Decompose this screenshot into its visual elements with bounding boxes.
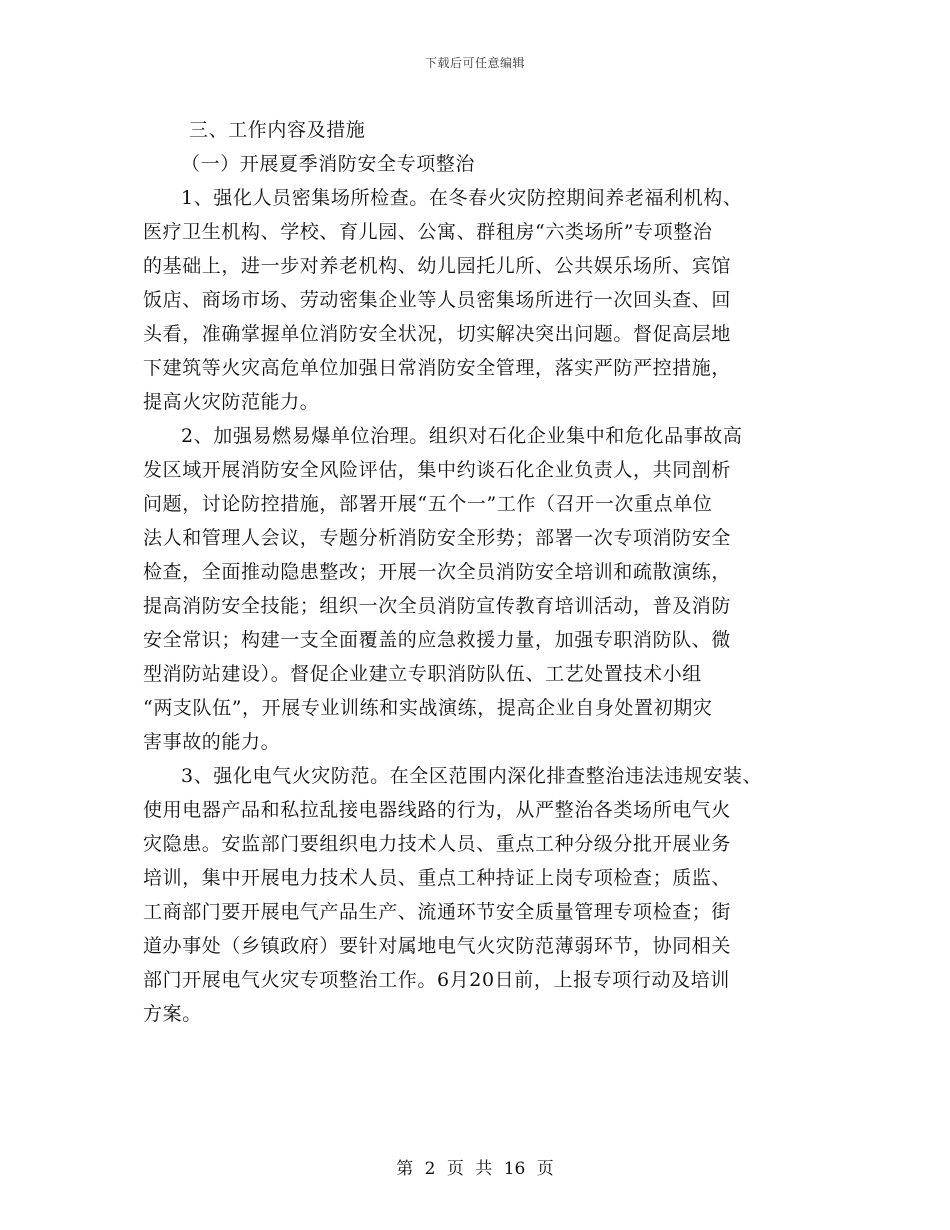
subsection-heading: （一）开展夏季消防安全专项整治 [181,153,476,175]
paragraph-line: 检查，全面推动隐患整改；开展一次全员消防安全培训和疏散演练， [143,561,732,583]
paragraph-line: 安全常识；构建一支全面覆盖的应急救援力量，加强专职消防队、微 [143,629,732,651]
section-heading: 三、工作内容及措施 [189,119,366,141]
page-footer: 第 2 页 共 16 页 [396,1159,554,1179]
paragraph-line: 害事故的能力。 [143,731,281,753]
paragraph-line: 使用电器产品和私拉乱接电器线路的行为，从严整治各类场所电气火 [143,799,732,821]
paragraph-line: 饭店、商场市场、劳动密集企业等人员密集场所进行一次回头查、回 [143,289,732,311]
paragraph-line: 工商部门要开展电气产品生产、流通环节安全质量管理专项检查；街 [143,901,732,923]
page-header: 下载后可任意编辑 [424,56,525,70]
paragraph-3 [143,759,823,1031]
paragraph-line: 方案。 [143,1003,202,1025]
paragraph-line: 的基础上，进一步对养老机构、幼儿园托儿所、公共娱乐场所、宾馆 [143,255,732,277]
paragraph-line: 灾隐患。安监部门要组织电力技术人员、重点工种分级分批开展业务 [143,833,732,855]
paragraph-line: 提高火灾防范能力。 [143,391,320,413]
paragraph-line: 培训，集中开展电力技术人员、重点工种持证上岗专项检查；质监、 [143,867,732,889]
paragraph-line: 问题，讨论防控措施，部署开展“五个一”工作（召开一次重点单位 [143,493,713,515]
document-body [143,113,823,1031]
paragraph-1 [143,181,823,419]
paragraph-line: 1、强化人员密集场所检查。在冬春火灾防控期间养老福利机构、 [181,187,743,209]
paragraph-line: 提高消防安全技能；组织一次全员消防宣传教育培训活动，普及消防 [143,595,732,617]
paragraph-line: “两支队伍”，开展专业训练和实战演练，提高企业自身处置初期灾 [143,697,713,719]
paragraph-line: 下建筑等火灾高危单位加强日常消防安全管理，落实严防严控措施， [143,357,732,379]
paragraph-2 [143,419,823,759]
paragraph-line: 型消防站建设）。督促企业建立专职消防队伍、工艺处置技术小组 [143,663,702,685]
paragraph-line: 发区域开展消防安全风险评估，集中约谈石化企业负责人，共同剖析 [143,459,732,481]
paragraph-line: 2、加强易燃易爆单位治理。组织对石化企业集中和危化品事故高 [181,425,743,447]
paragraph-line: 部门开展电气火灾专项整治工作。6月20日前，上报专项行动及培训 [143,969,730,991]
paragraph-line: 医疗卫生机构、学校、育儿园、公寓、群租房“六类场所”专项整治 [143,221,713,243]
paragraph-line: 3、强化电气火灾防范。在全区范围内深化排查整治违法违规安装、 [181,765,763,787]
paragraph-line: 道办事处（乡镇政府）要针对属地电气火灾防范薄弱环节，协同相关 [143,935,732,957]
paragraph-line: 法人和管理人会议，专题分析消防安全形势；部署一次专项消防安全 [143,527,732,549]
paragraph-line: 头看，准确掌握单位消防安全状况，切实解决突出问题。督促高层地 [143,323,732,345]
